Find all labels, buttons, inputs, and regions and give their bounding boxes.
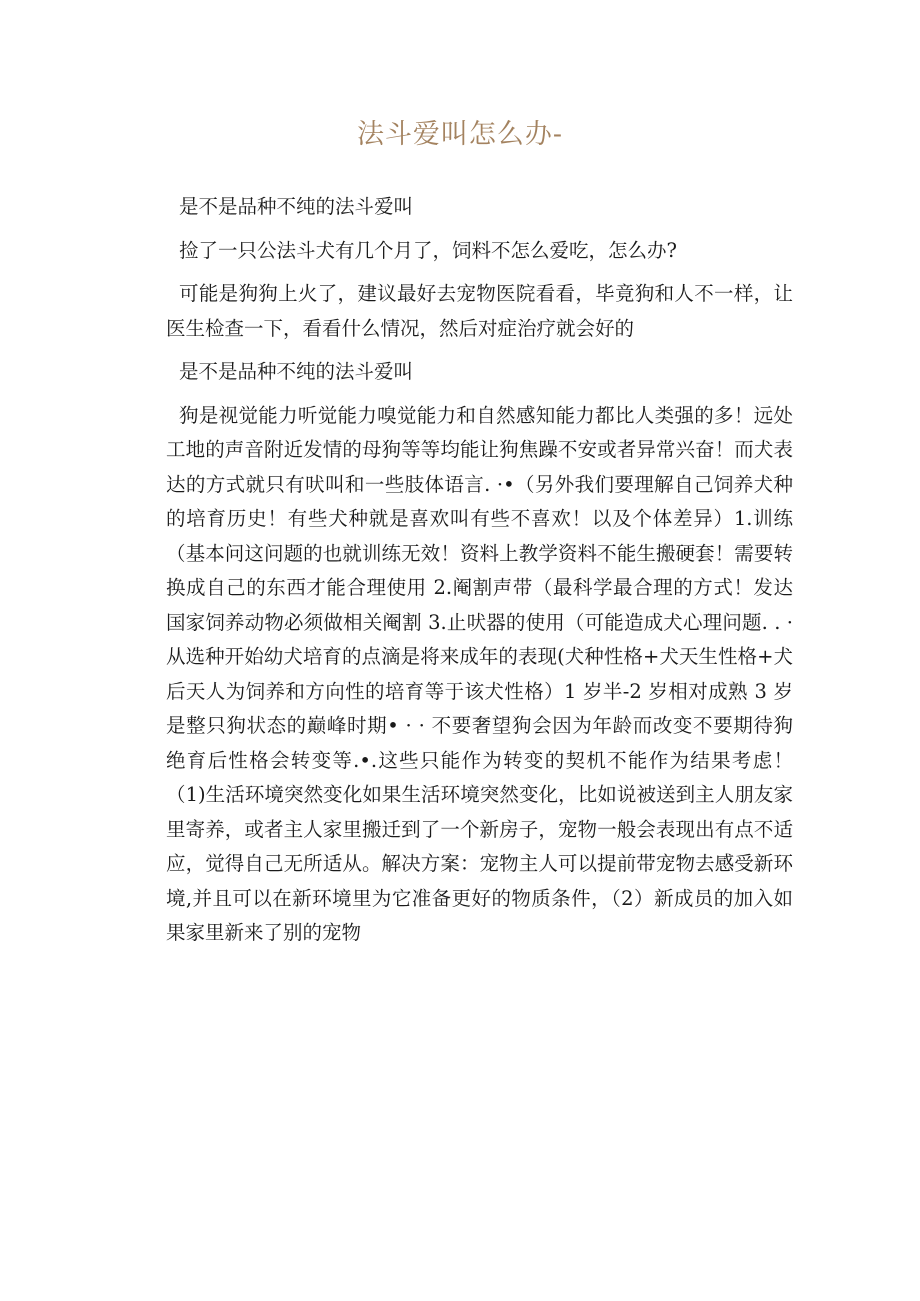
document-body xyxy=(166,190,793,960)
paragraph: 狗是视觉能力听觉能力嗅觉能力和自然感知能力都比人类强的多！远处工地的声音附近发情的母狗等等均能让狗焦躁不安或者异常兴奋！而犬表达的方式就只有吠叫和一些肢体语言. ·•（另外我们要理解自己饲养犬种的培育历史！有些犬种就是喜欢叫有些不喜欢！以及个体差异）1.训练（基本问这问题的也就训练无效！资料上教学资料不能生搬硬套！需要转换成自己的东西才能合理使用 2.阉割声带（最科学最合理的方式！发达国家饲养动物必须做相关阉割 3.止吠器的使用（可能造成犬心理问题. . ·从选种开始幼犬培育的点滴是将来成年的表现(犬种性格+犬天生性格+犬后天人为饲养和方向性的培育等于该犬性格）1 岁半-2 岁相对成熟 3 岁是整只狗状态的巅峰时期• · · 不要奢望狗会因为年龄而改变不要期待狗绝育后性格会转变等.•.这些只能作为转变的契机不能作为结果考虑！（1)生活环境突然变化如果生活环境突然变化，比如说被送到主人朋友家里寄养，或者主人家里搬迁到了一个新房子，宠物一般会表现出有点不适应，觉得自己无所适从。解决方案：宠物主人可以提前带宠物去感受新环境,并且可以在新环境里为它准备更好的物质条件，（2）新成员的加入如果家里新来了别的宠物 xyxy=(166,403,793,944)
paragraph: 可能是狗狗上火了，建议最好去宠物医院看看，毕竟狗和人不一样，让医生检查一下，看看什么情况，然后对症治疗就会好的 xyxy=(166,282,793,340)
paragraph: 捡了一只公法斗犬有几个月了，饲料不怎么爱吃，怎么办? xyxy=(179,238,677,262)
document-title: 法斗爱叫怎么办- xyxy=(356,119,564,150)
paragraph: 是不是品种不纯的法斗爱叫 xyxy=(179,195,414,218)
paragraph: 是不是品种不纯的法斗爱叫 xyxy=(179,360,414,383)
